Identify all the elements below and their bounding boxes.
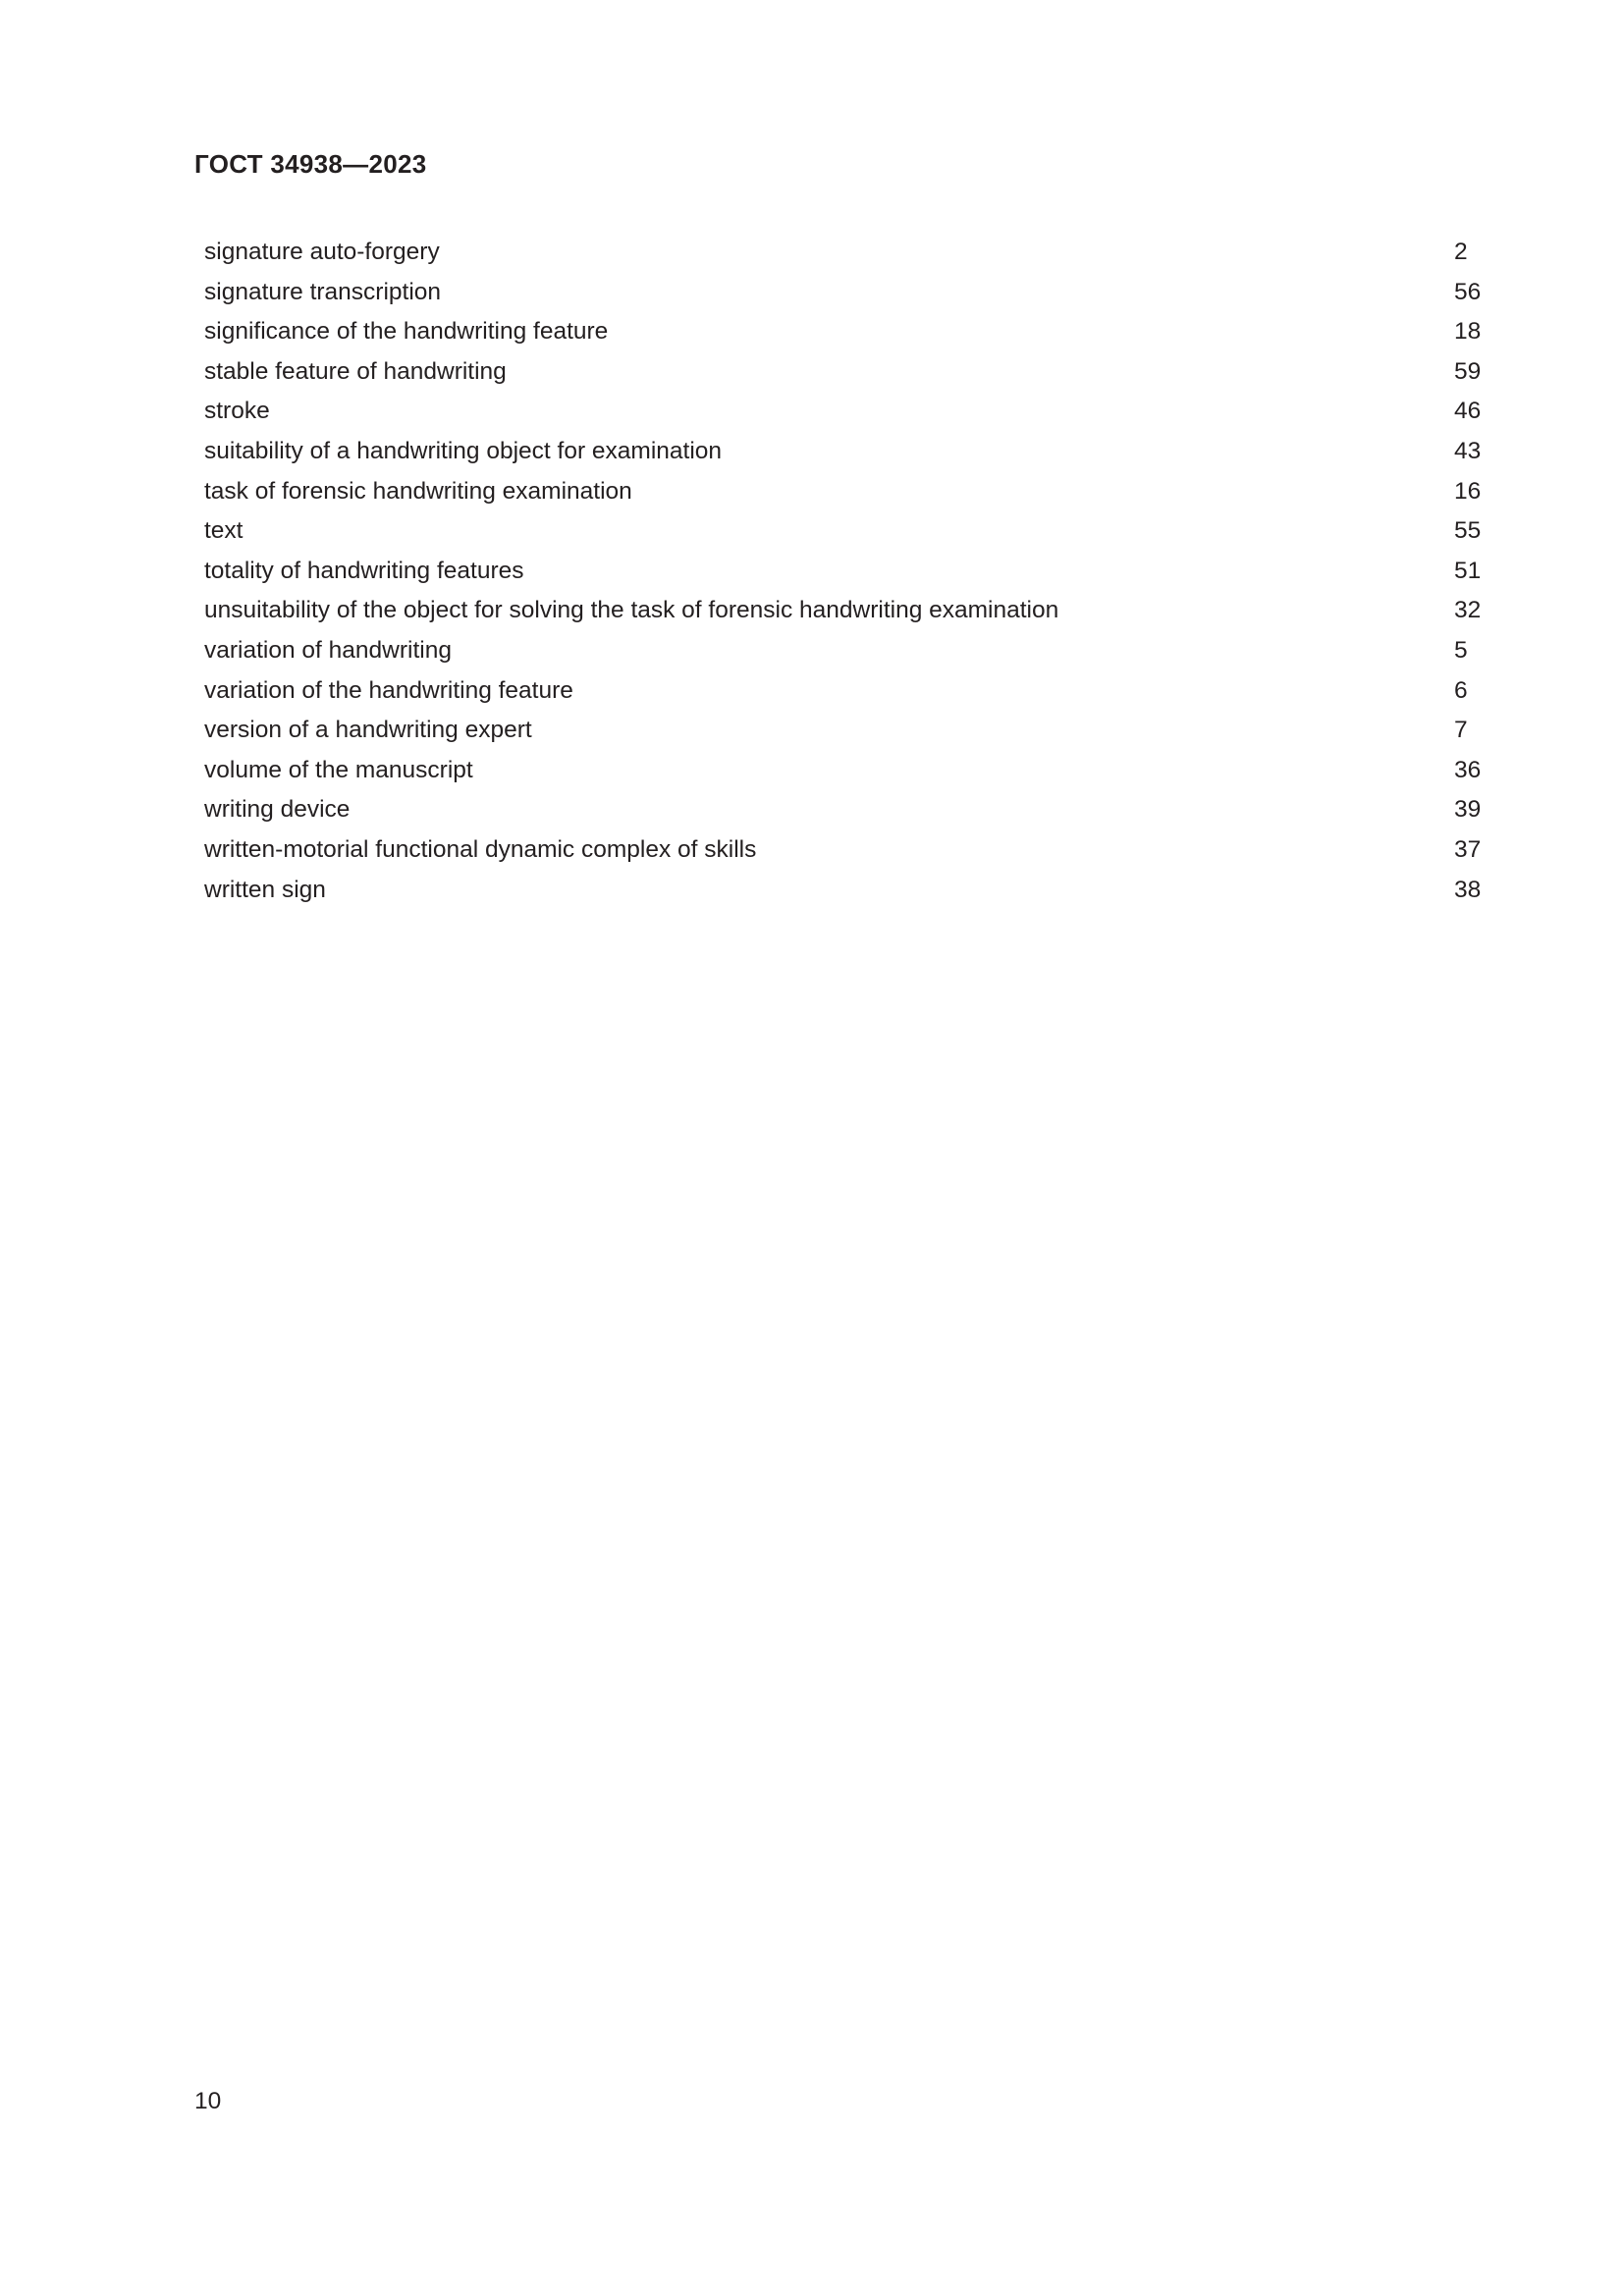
index-term: variation of handwriting: [204, 636, 452, 664]
index-term: text: [204, 517, 244, 545]
index-ref-number: 18: [1454, 318, 1482, 346]
index-ref-number: 5: [1454, 636, 1468, 664]
index-entry: [204, 714, 1481, 754]
alphabetical-index: [204, 236, 1481, 913]
index-term: stable feature of handwriting: [204, 357, 507, 385]
index-term: task of forensic handwriting examination: [204, 477, 632, 505]
page-number: 10: [194, 2088, 222, 2114]
index-term: signature auto-forgery: [204, 239, 440, 265]
index-term: totality of handwriting features: [204, 557, 524, 584]
index-entry: [204, 355, 1481, 396]
index-ref-number: 2: [1454, 239, 1468, 265]
index-term: volume of the manuscript: [204, 756, 473, 783]
index-term: stroke: [204, 398, 270, 425]
index-term: significance of the handwriting feature: [204, 318, 609, 346]
index-entry: [204, 594, 1481, 634]
index-ref-number: 16: [1454, 477, 1482, 505]
index-entry: [204, 395, 1481, 435]
index-entry: [204, 276, 1481, 316]
index-ref-number: 43: [1454, 437, 1482, 464]
index-term: suitability of a handwriting object for examination: [204, 437, 723, 464]
index-term: written sign: [204, 876, 326, 903]
index-entry: [204, 435, 1481, 475]
index-term: unsuitability of the object for solving the task of forensic handwriting examination: [204, 597, 1059, 624]
index-entry: [204, 833, 1481, 874]
index-term: variation of the handwriting feature: [204, 676, 573, 704]
index-entry: [204, 674, 1481, 715]
index-ref-number: 32: [1454, 597, 1482, 624]
index-entry: [204, 634, 1481, 674]
index-term: written-motorial functional dynamic complex of skills: [204, 835, 757, 863]
index-term: version of a handwriting expert: [204, 717, 532, 744]
index-entry: [204, 793, 1481, 833]
index-entry: [204, 315, 1481, 355]
index-entry: [204, 555, 1481, 595]
standard-code-header: ГОСТ 34938—2023: [194, 149, 427, 179]
index-ref-number: 6: [1454, 676, 1468, 704]
index-ref-number: 59: [1454, 357, 1482, 385]
index-entry: [204, 514, 1481, 555]
index-term: signature transcription: [204, 278, 442, 305]
index-ref-number: 37: [1454, 835, 1482, 863]
index-entry: [204, 236, 1481, 276]
index-entry: [204, 754, 1481, 794]
index-ref-number: 56: [1454, 278, 1482, 305]
index-ref-number: 46: [1454, 398, 1482, 425]
index-ref-number: 7: [1454, 717, 1468, 744]
index-entry: [204, 874, 1481, 914]
index-ref-number: 36: [1454, 756, 1482, 783]
index-entry: [204, 475, 1481, 515]
index-ref-number: 51: [1454, 557, 1482, 584]
index-ref-number: 38: [1454, 876, 1482, 903]
index-ref-number: 39: [1454, 796, 1482, 824]
index-ref-number: 55: [1454, 517, 1482, 545]
index-term: writing device: [204, 796, 351, 824]
